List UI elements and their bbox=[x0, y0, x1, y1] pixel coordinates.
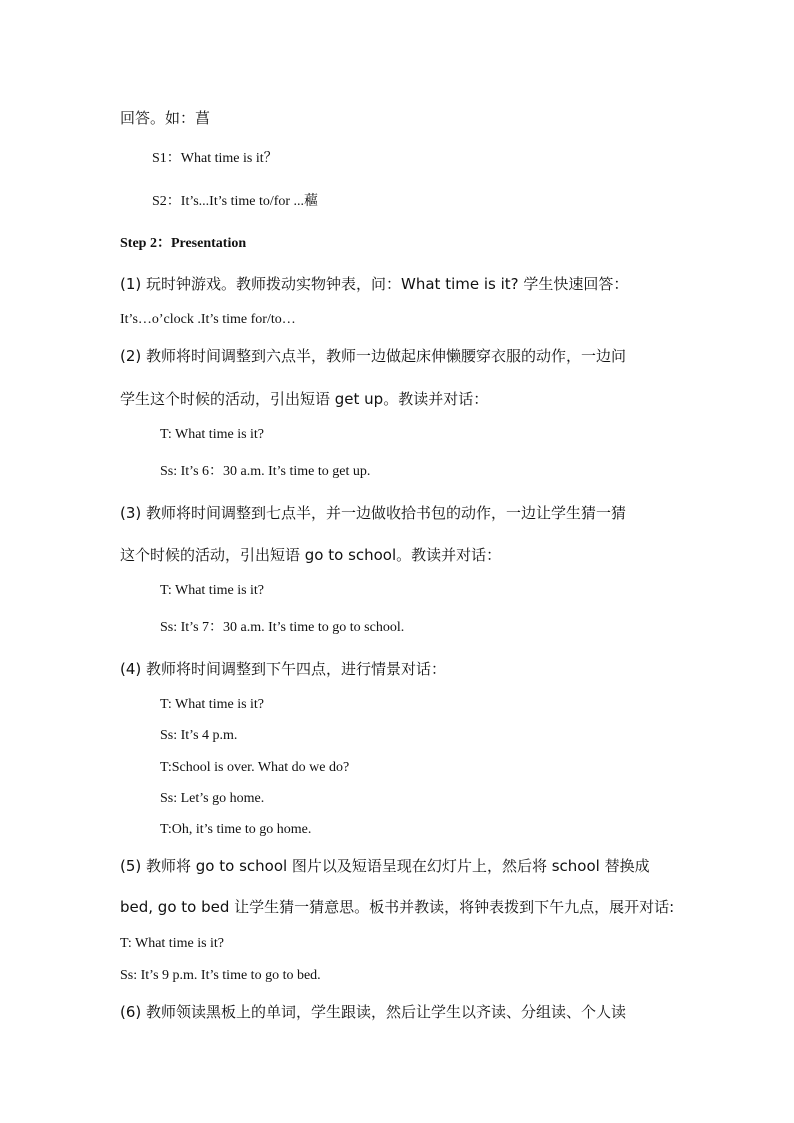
paragraph-line: 学生这个时候的活动，引出短语 get up。教读并对话： bbox=[120, 390, 489, 408]
dialogue-line: T: What time is it? bbox=[160, 583, 265, 598]
dialogue-line: T:School is over. What do we do? bbox=[160, 760, 350, 775]
paragraph-line: (5) 教师将 go to school 图片以及短语呈现在幻灯片上，然后将 school 替换成 bbox=[120, 857, 650, 875]
paragraph-line: It’s…o’clock .It’s time for/to… bbox=[120, 312, 296, 327]
dialogue-line: Ss: It’s 7：30 a.m. It’s time to go to school. bbox=[160, 620, 405, 635]
dialogue-line: T:Oh, it’s time to go home. bbox=[160, 822, 312, 837]
dialogue-line: S2：It’s...It’s time to/for ...藲 bbox=[152, 194, 319, 209]
paragraph-line: (6) 教师领读黑板上的单词，学生跟读，然后让学生以齐读、分组读、个人读 bbox=[120, 1003, 627, 1021]
dialogue-line: T: What time is it? bbox=[160, 427, 265, 442]
paragraph-line: (2) 教师将时间调整到六点半，教师一边做起床伸懒腰穿衣服的动作，一边问 bbox=[120, 347, 627, 365]
dialogue-line: T: What time is it? bbox=[120, 936, 225, 951]
section-heading: Step 2：Presentation bbox=[120, 236, 247, 251]
paragraph-line: (3) 教师将时间调整到七点半，并一边做收拾书包的动作，一边让学生猜一猜 bbox=[120, 504, 627, 522]
dialogue-line: S1：What time is it？ bbox=[152, 151, 278, 166]
paragraph-line: (1) 玩时钟游戏。教师拨动实物钟表，问：What time is it? 学生快速回答： bbox=[120, 275, 629, 293]
dialogue-line: T: What time is it? bbox=[160, 697, 265, 712]
dialogue-line: Ss: It’s 4 p.m. bbox=[160, 728, 238, 743]
text-line: 回答。如：菖 bbox=[120, 109, 211, 127]
dialogue-line: Ss: It’s 6：30 a.m. It’s time to get up. bbox=[160, 464, 371, 479]
paragraph-line: bed, go to bed 让学生猜一猜意思。板书并教读，将钟表拨到下午九点，展开对话: bbox=[120, 898, 675, 916]
paragraph-line: (4) 教师将时间调整到下午四点，进行情景对话： bbox=[120, 660, 447, 678]
dialogue-line: Ss: It’s 9 p.m. It’s time to go to bed. bbox=[120, 968, 321, 983]
dialogue-line: Ss: Let’s go home. bbox=[160, 791, 265, 806]
paragraph-line: 这个时候的活动，引出短语 go to school。教读并对话： bbox=[120, 546, 502, 564]
